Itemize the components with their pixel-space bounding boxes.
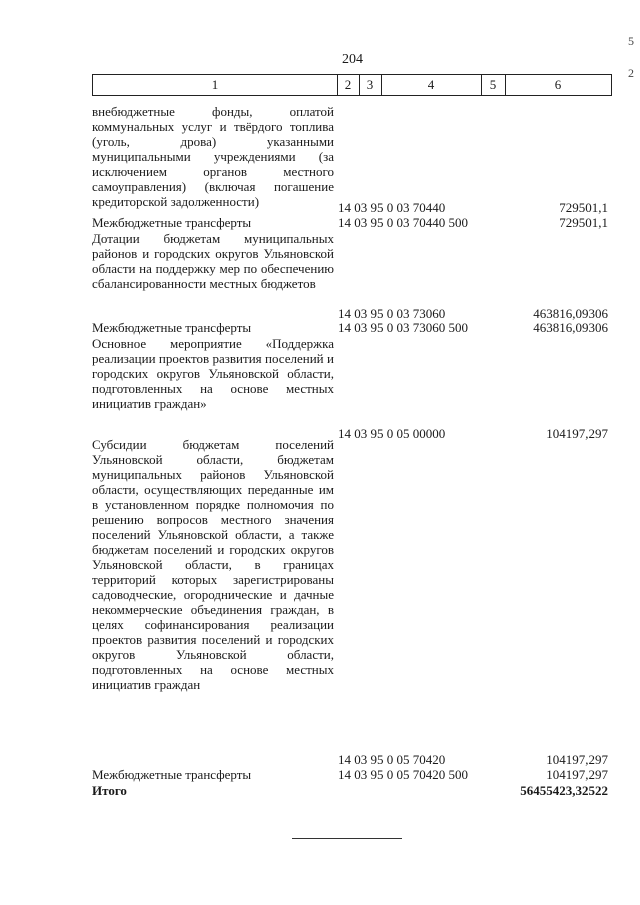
- row-codes: 14 03 95 0 03 70440 500: [338, 215, 468, 230]
- row-name: Дотации бюджетам муниципальных районов и городских округов Ульяновской области на поддержку мер по обеспечению сбалансированности местных бюджетов: [92, 231, 334, 291]
- row-codes: 14 03 95 0 03 73060: [338, 306, 446, 321]
- row-value: 463816,09306: [533, 306, 608, 321]
- header-col-6: 6: [554, 77, 562, 92]
- row-value: 104197,297: [546, 767, 608, 782]
- row-value: 729501,1: [559, 200, 608, 215]
- row-name: внебюджетные фонды, оплатой коммунальных услуг и твёрдого топлива (уголь, дрова) указанными муниципальными учреждениями (за исключением органов местного самоуправления) (включая погашение кредиторской задолженности): [92, 104, 334, 209]
- header-col-5: 5: [481, 75, 506, 95]
- row-codes: 14 03 95 0 03 70440: [338, 200, 446, 215]
- row-codes: 14 03 95 0 05 00000: [338, 426, 446, 441]
- header-col-3: 3: [359, 75, 382, 95]
- row-value: 729501,1: [559, 215, 608, 230]
- header-col-2: 2: [337, 75, 360, 95]
- row-name: Межбюджетные трансферты: [92, 215, 252, 230]
- row-name: Межбюджетные трансферты: [92, 767, 252, 782]
- edge-mark: 2: [628, 66, 634, 80]
- bottom-divider: [292, 838, 402, 839]
- row-name: Межбюджетные трансферты: [92, 320, 252, 335]
- page-number: 204: [342, 52, 363, 67]
- header-col-1: 1: [93, 75, 338, 95]
- row-codes: 14 03 95 0 03 73060 500: [338, 320, 468, 335]
- row-codes: 14 03 95 0 05 70420 500: [338, 767, 468, 782]
- header-col-4: 4: [381, 75, 482, 95]
- total-value: 56455423,32522: [520, 783, 608, 798]
- row-value: 463816,09306: [533, 320, 608, 335]
- row-value: 104197,297: [546, 426, 608, 441]
- total-label: Итого: [92, 783, 127, 798]
- row-name: Субсидии бюджетам поселений Ульяновской области, бюджетам муниципальных районов Ульяновской области, осуществляющих переданные им в установленном порядке полномочия по решению вопросов местного значения поселений Ульяновской области, а также бюджетам поселений и городских округов Ульяновской области, в границах территорий которых зарегистрированы садоводческие, огороднические и дачные некоммерческие объединения граждан, в целях софинансирования реализации проектов развития поселений и городских округов Ульяновской области, подготовленных на основе местных инициатив граждан: [92, 437, 334, 692]
- row-name: Основное мероприятие «Поддержка реализации проектов развития поселений и городских округов Ульяновской области, подготовленных на основе местных инициатив граждан»: [92, 336, 334, 411]
- table-header: [92, 74, 612, 96]
- edge-mark: 5: [628, 34, 634, 48]
- row-value: 104197,297: [546, 752, 608, 767]
- row-codes: 14 03 95 0 05 70420: [338, 752, 446, 767]
